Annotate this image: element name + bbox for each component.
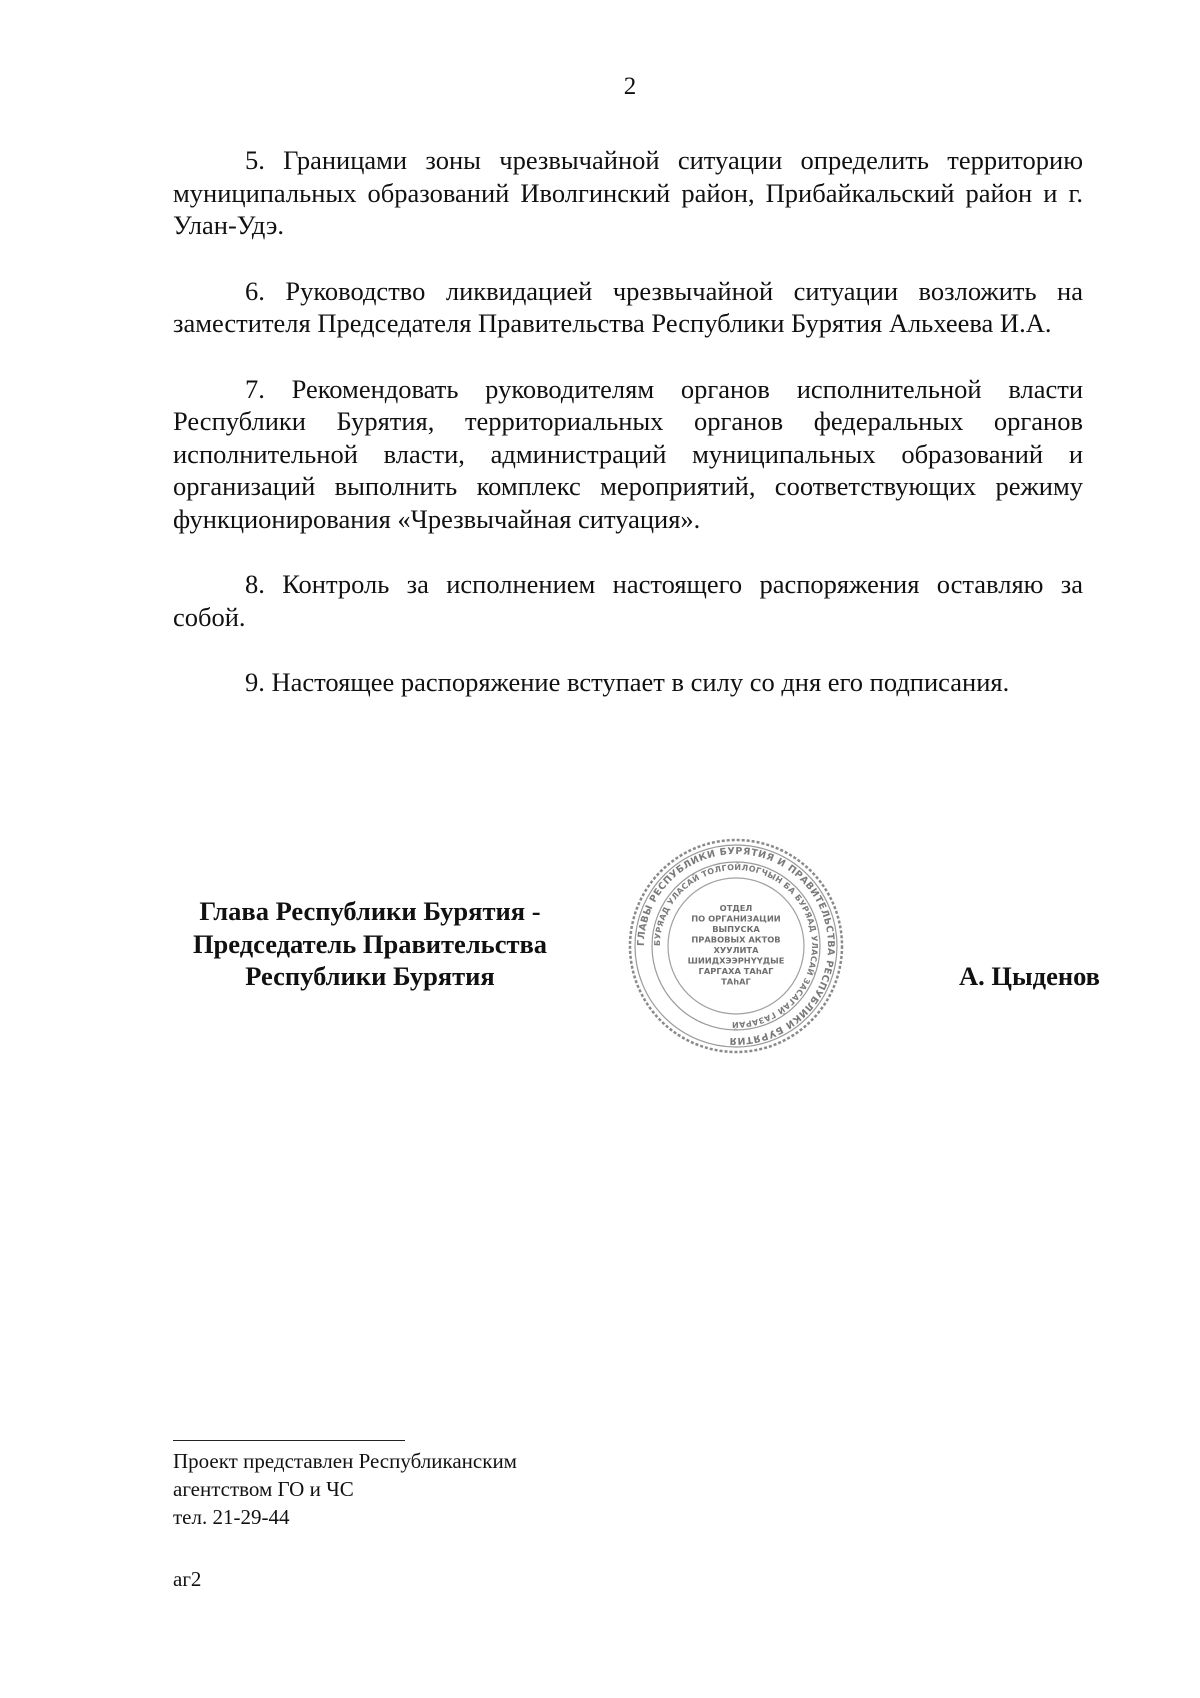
paragraph-9: 9. Настоящее распоряжение вступает в силу со дня его подписания. — [245, 667, 1010, 697]
seal-center-line: ТАһАГ — [721, 976, 751, 987]
document-code: аг2 — [173, 1567, 202, 1591]
seal-center-line: ОТДЕЛ — [719, 903, 753, 913]
document-body — [173, 144, 1083, 732]
seal-center-line: ПО ОРГАНИЗАЦИИ — [691, 913, 781, 924]
page-number: 2 — [623, 73, 637, 100]
signatory-title — [160, 895, 580, 993]
svg-text:ГЛАВЫ РЕСПУБЛИКИ БУРЯТИЯ И ПРА: ГЛАВЫ РЕСПУБЛИКИ БУРЯТИЯ И ПРАВИТЕЛЬСТВА РЕСПУБЛИКИ БУРЯТИЯ — [635, 845, 837, 1047]
official-seal — [625, 835, 847, 1057]
seal-center-line: ГАРГАХА ТАһАГ — [698, 966, 774, 976]
seal-center-line: ХУУЛИТА — [713, 945, 759, 955]
paragraph-6: 6. Руководство ликвидацией чрезвычайной ситуации возложить на заместителя Председателя Правительства Республики Бурятия Альхеева И.А. — [173, 275, 1083, 338]
seal-center-line: ПРАВОВЫХ АКТОВ — [691, 934, 781, 945]
paragraph-8: 8. Контроль за исполнением настоящего распоряжения оставляю за собой. — [173, 569, 1083, 632]
seal-center-line: ШИИДХЭЭРНҮҮДЫЕ — [687, 955, 785, 966]
seal-center-line: ВЫПУСКА — [712, 924, 760, 934]
footnote-line: Проект представлен Республиканским — [173, 1449, 517, 1473]
seal-stamp-graphic — [625, 835, 847, 1057]
signatory-title-line: Председатель Правительства — [192, 928, 548, 959]
signatory-title-line: Республики Бурятия — [245, 961, 495, 991]
footnote-line: тел. 21-29-44 — [173, 1505, 290, 1529]
signatory-title-line: Глава Республики Бурятия - — [199, 896, 541, 926]
paragraph-5: 5. Границами зоны чрезвычайной ситуации определить территорию муниципальных образований Иволгинский район, Прибайкальский район и г. Улан-Удэ. — [173, 145, 1083, 240]
footnote — [173, 1447, 517, 1531]
svg-text:БУРЯАД УЛАСАЙ ТОЛГОЙЛОГЧЫН БА: БУРЯАД УЛАСАЙ ТОЛГОЙЛОГЧЫН БА БУРЯАД УЛАСАЙ ЗАСАГАЙ ГАЗАРАЙ — [652, 862, 820, 1030]
paragraph-7: 7. Рекомендовать руководителям органов исполнительной власти Республики Бурятия, территориальных органов федеральных органов исполнительной власти, администраций муниципальных образований и организаций выполнить комплекс мероприятий, соответствующих режиму функционирования «Чрезвычайная ситуация». — [173, 373, 1083, 534]
footnote-line: агентством ГО и ЧС — [173, 1477, 354, 1501]
signatory-name: А. Цыденов — [958, 961, 1100, 991]
footnote-separator — [173, 1440, 405, 1441]
